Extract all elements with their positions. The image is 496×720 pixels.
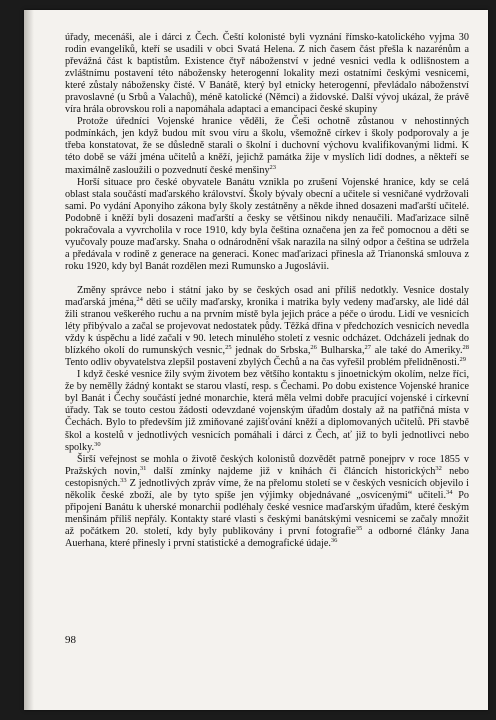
footnote-ref: 29 — [459, 356, 467, 364]
footnote-ref: 34 — [446, 488, 453, 496]
paragraph — [65, 454, 469, 550]
text-run: Bulharska, — [316, 345, 365, 357]
footnote-ref: 28 — [462, 344, 469, 352]
paragraph — [65, 285, 469, 369]
footnote-ref: 33 — [120, 476, 127, 484]
book-page — [24, 10, 488, 710]
footnote-ref: 32 — [435, 464, 442, 472]
text-run: Změny správce nebo i státní jako by se českých osad ani příliš nedotkly. Vesnice dostaly maďarská jména, — [65, 284, 469, 308]
text-run: Tento odliv obyvatelstva zlepšil postavení zbylých Čechů a na čas vyřešil problém přelidněnosti. — [65, 357, 460, 369]
text-run: a odborné články Jana Auerhana, které přinesly i první statistické a demografické údaje. — [65, 525, 469, 549]
text-run: další zmínky najdeme již v knihách či článcích historických — [146, 465, 436, 477]
paragraph — [65, 32, 469, 116]
page-spine-shadow — [24, 10, 34, 710]
text-run: děti se učily maďarsky, kronika i matrika byly vedeny maďarsky, ale lidé dál žili stranou veškerého ruchu a na prvním místě byla jejich práce a péče o úrodu. Lidí ve vesnicích léty přibývalo a začal se projevovat nedostatek půdy. Těžká dřina v předchozích vesnicích nevedla vždy k úspěchu a lidé začali v 90. letech minulého století z vesnic odcházet. Odcházeli jednak do blízkého okolí do rumunských vesnic, — [65, 296, 469, 357]
text-run: Z jednotlivých zpráv víme, že na přelomu století se v českých vesnicích objevilo i několik české zboží, ale by tyto spíše jen výjimky objednávané „osvícenými“ učiteli. — [65, 477, 469, 501]
text-run: úřady, mecenáši, ale i dárci z Čech. Čeští kolonisté byli vyznání římsko-katolického vyjma 30 rodin evangelíků, kteří se usadili v obci Svatá Helena. Z nich časem část přešla k nazarénům a převážná část k baptistům. Existence čtyř náboženství v jedné vesnici vedla k odlišnostem a zvláštnímu postavení této nábožensky heterogenní lokality mezi ostatními českými vesnicemi, které zůstaly nábožensky čisté. V Banátě, který byl etnicky heterogenní, převládalo náboženství pravoslavné (u Srbů a Valachů), méně katolické (Němci) a židovské. Další vývoj ukázal, že právě víra hrála obrovskou roli a napomáhala adaptaci a emancipaci české skupiny — [65, 32, 469, 116]
footnote-ref: 26 — [310, 344, 317, 352]
text-run: Horší situace pro české obyvatele Banátu vznikla po zrušení Vojenské hranice, kdy se celá oblast stala součástí maďarského království. Školy bývaly obecní a učitele si vesničané vydržovali sami. Po vydání Aponyiho zákona byly školy zestátněny a někde ihned dosazeni maďarští učitelé. Podobně i kněží byli dosazeni maďarští a česky se většinou nikdy nenaučili. Maďarizace silně pokračovala a vyvrcholila v roce 1910, kdy byla čeština označena jen za řeč pomocnou a děti se vyučovaly pouze maďarsky. Snaha o odnárodnění však narazila na silný odpor a čeština se udržela a předávala v rodině z generace na generaci. Konec maďarizaci přinesla až Trianonská smlouva z roku 1920, kdy byl Banát rozdělen mezi Rumunsko a Jugoslávii. — [65, 176, 469, 272]
text-run: ale také do Ameriky. — [371, 345, 463, 357]
text-run: Širší veřejnost se mohla o životě českých kolonistů dozvědět patrně ponejprv v roce 1855 v Pražských novin, — [65, 453, 469, 477]
paragraph — [65, 116, 469, 176]
footnote-ref: 27 — [364, 344, 371, 352]
footnote-ref: 24 — [136, 295, 143, 303]
page-number: 98 — [65, 634, 76, 646]
text-run: Po připojení Banátu k uherské monarchii podléhaly české vesnice maďarským úřadům, které českým menšinám příliš nepřály. Kontakty staré vlasti s českými banátskými vesnicemi se začaly množit až počátkem 20. století, kdy byly publikovány i první fotografie — [65, 489, 469, 537]
text-run: jednak do Srbska, — [231, 345, 311, 357]
footnote-ref: 36 — [330, 536, 338, 544]
body-text — [65, 32, 469, 550]
footnote-ref: 25 — [225, 344, 232, 352]
text-run: I když české vesnice žily svým životem bez většího kontaktu s jinoetnickým okolím, nelze říci, že by nemělly žádný kontakt se starou vlastí, resp. s Čechami. Po dobu existence Vojenské hranice byl Banát i Čechy součástí jedné monarchie, která měla velmi dobře pracující vojenské i církevní úřady. Tak se touto cestou žádosti odevzdané vojenským úřadům dostaly až na patřičná místa v Čechách. Bylo to především již zmiňované zajišťování kněží a diplomovaných učitelů. Při stavbě škol a kostelů v jednotlivých vesnicích pomáhali i dárci z Čech, ať již to byli jednotlivci nebo spolky. — [65, 369, 469, 453]
text-run: nebo cestopisných. — [65, 465, 469, 489]
footnote-ref: 30 — [94, 440, 101, 448]
paragraph — [65, 177, 469, 273]
footnote-ref: 35 — [355, 524, 363, 532]
footnote-ref: 23 — [269, 163, 277, 171]
paragraph — [65, 369, 469, 453]
text-run: Protože úředníci Vojenské hranice věděli, že Češi ochotně zůstanou v nehostinných podmínkách, jen když budou mít svou víru a školu, všemožně církev i školy podporovaly a je třeba konstatovat, že se důsledně starali o školní i duchovní výchovu kvalifikovanými lidmi. K této době se váží jména učitelů a kněží, jejichž památka žije v myslích lidí dodnes, a někteří se maximálně zasloužili o pozvednutí české menšiny — [65, 116, 469, 176]
footnote-ref: 31 — [139, 464, 147, 472]
